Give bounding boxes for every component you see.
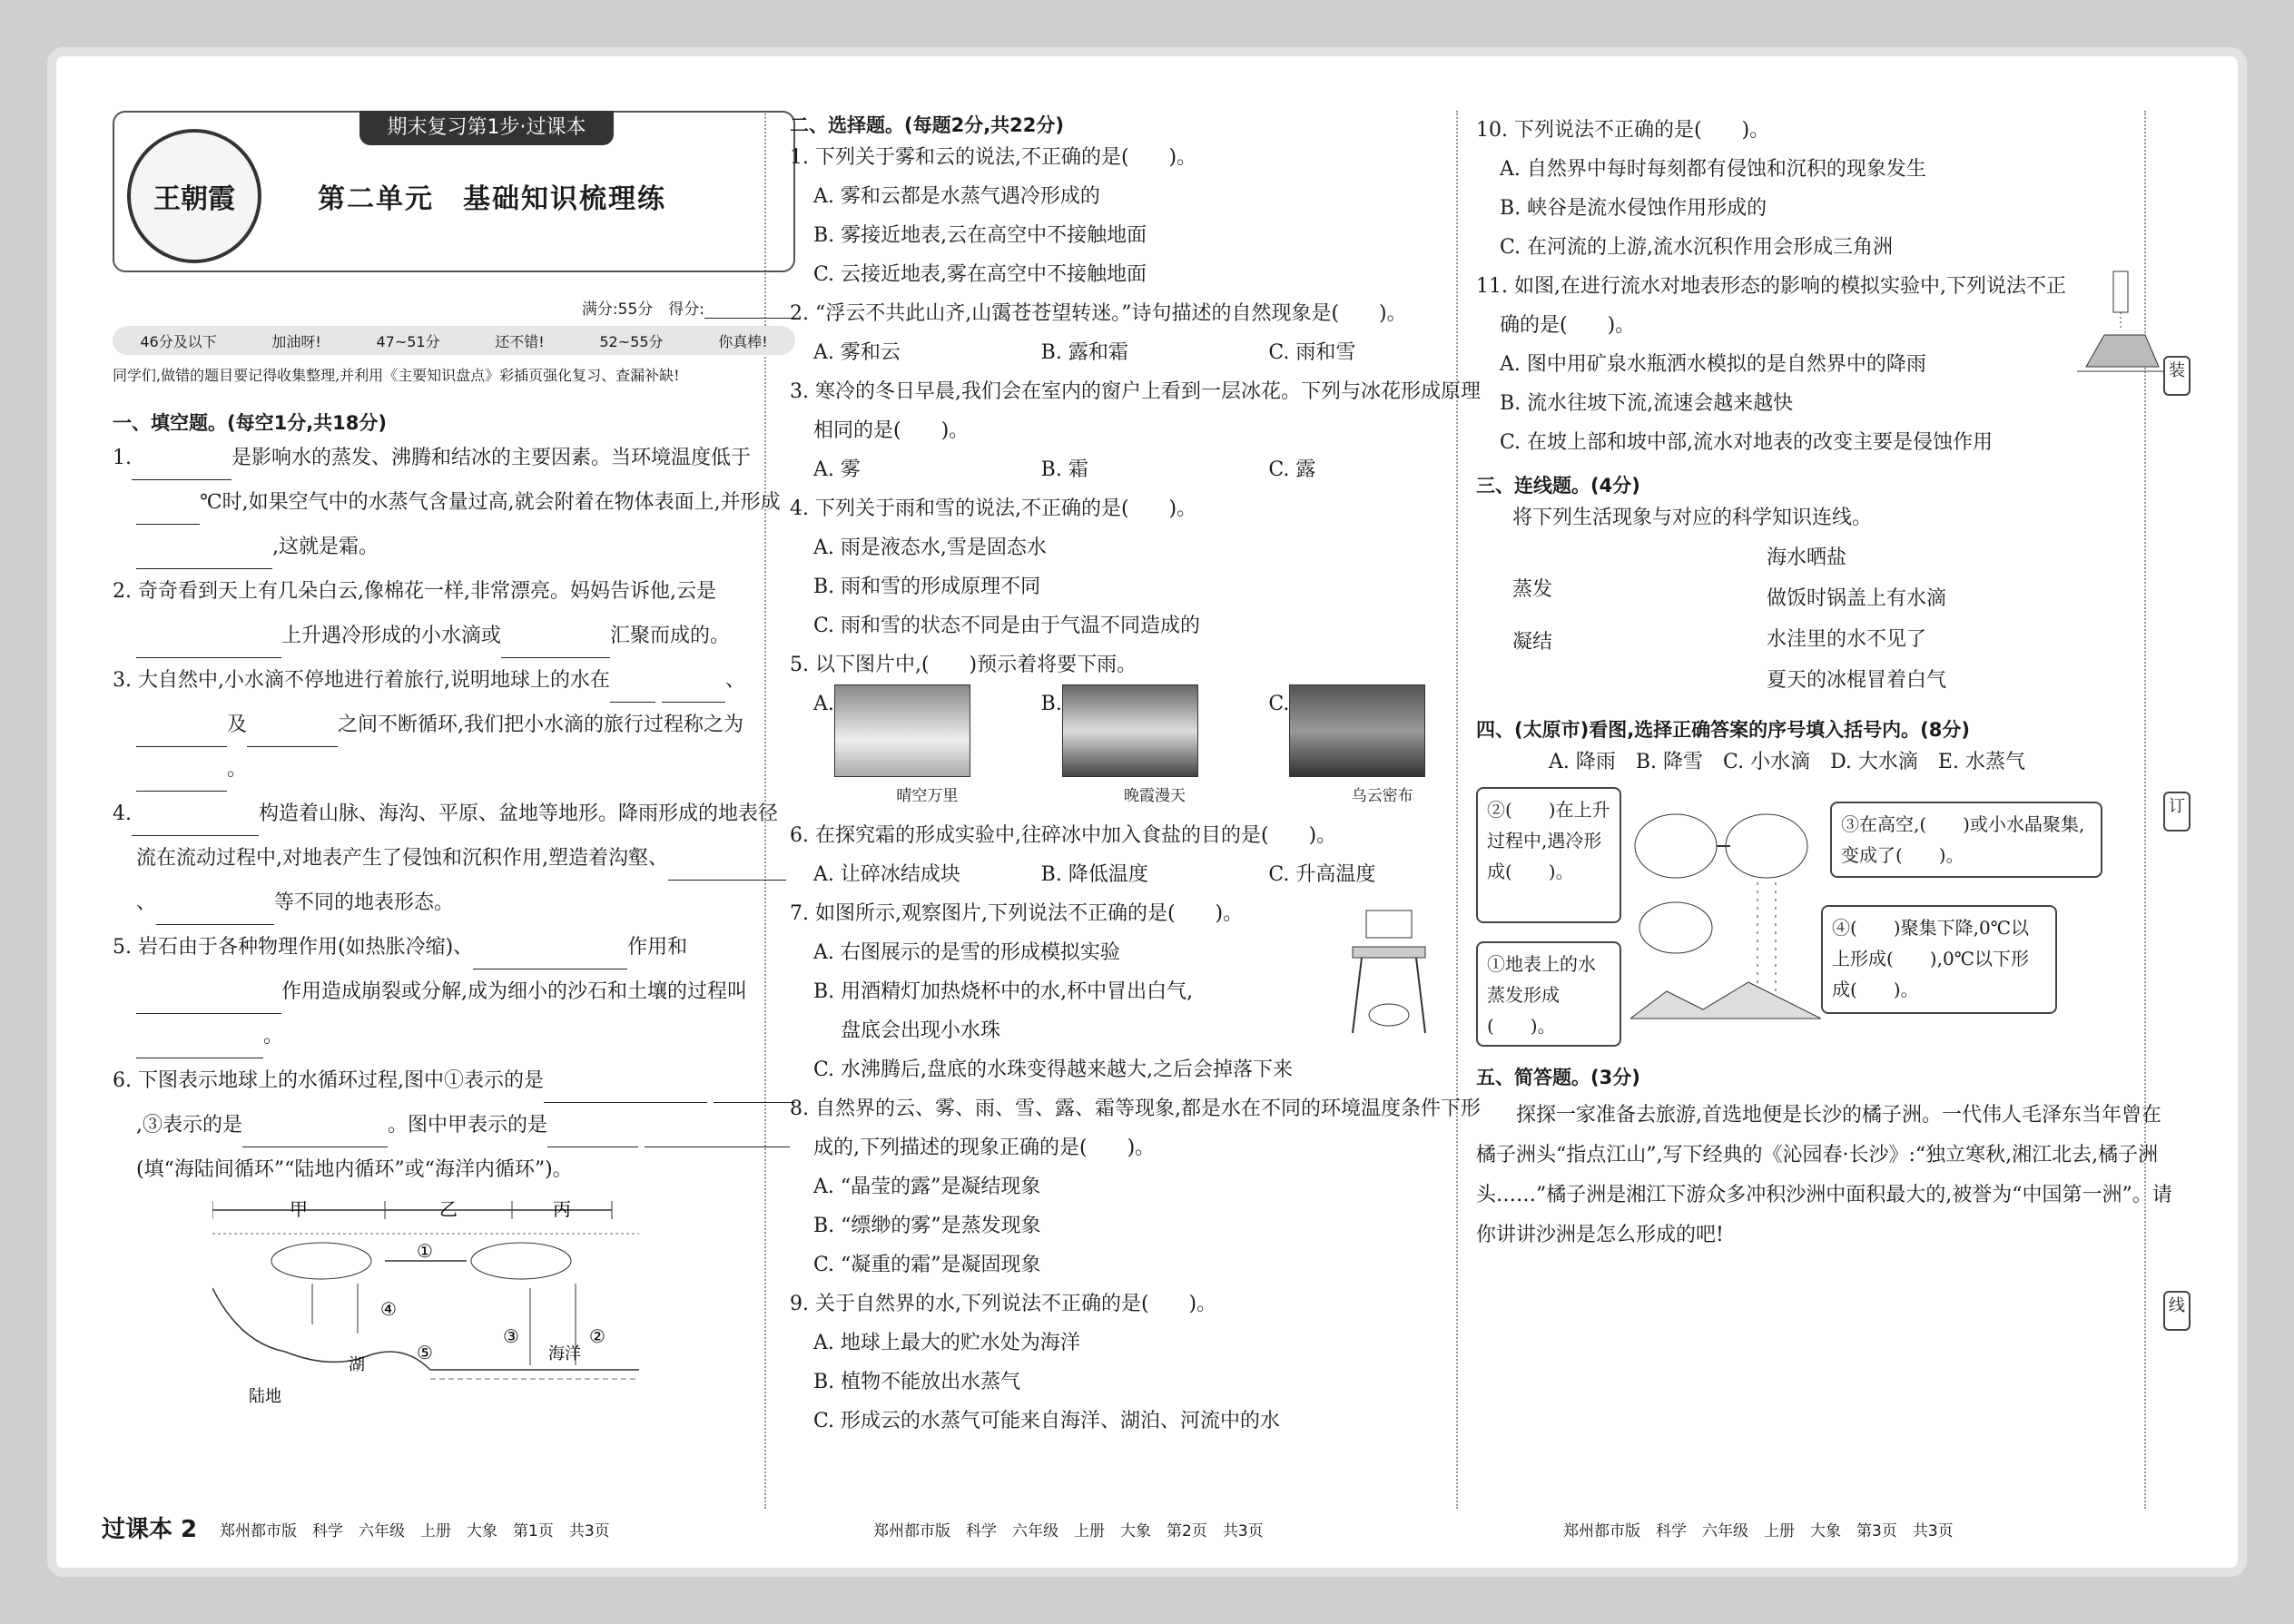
q11-block xyxy=(1476,267,2175,462)
option-letter: C. xyxy=(1268,693,1290,715)
choice-q9: 9. 关于自然界的水,下列说法不正确的是( )。 xyxy=(790,1293,1217,1315)
cloud-rain-figure xyxy=(1630,796,1821,1032)
match-right-item[interactable]: 水洼里的水不见了 xyxy=(1767,628,1927,651)
option[interactable]: B. “缥缈的雾”是蒸发现象 xyxy=(813,1215,1041,1237)
box-2[interactable]: ②( )在上升过程中,遇冷形成( )。 xyxy=(1476,787,1621,923)
level-1-msg: 加油呀! xyxy=(271,332,321,350)
fill-q6 xyxy=(113,1058,795,1192)
blank[interactable] xyxy=(610,678,655,703)
matching-area xyxy=(1476,537,2175,701)
level-3: 52~55分 xyxy=(599,332,664,350)
label-bing: 丙 xyxy=(553,1198,571,1220)
choice-q2: 2. “浮云不共此山齐,山霭苍苍望转迷。”诗句描述的自然现象是( )。 xyxy=(790,302,1407,325)
binding-mark: 订 xyxy=(2163,792,2191,832)
score-blank[interactable] xyxy=(704,294,795,319)
footer-series: 过课本 2 xyxy=(102,1516,198,1543)
cloud-right xyxy=(471,1243,571,1279)
choice-q10: 10. 下列说法不正确的是( )。 xyxy=(1476,119,1770,142)
option[interactable]: B. 降低温度 xyxy=(1040,863,1148,886)
option[interactable]: A. “晶莹的露”是凝结现象 xyxy=(813,1176,1041,1198)
fill-q5 xyxy=(113,925,795,1058)
q-text: 。 xyxy=(227,758,248,781)
option[interactable]: A. 右图展示的是雪的形成模拟实验 xyxy=(813,941,1120,964)
photo-caption: 晴空万里 xyxy=(896,787,959,805)
option-letter: A. xyxy=(813,693,834,715)
q-text: 上升遇冷形成的小水滴或 xyxy=(281,625,502,647)
fill-q3 xyxy=(113,658,795,792)
blank[interactable] xyxy=(714,1078,795,1103)
blank[interactable] xyxy=(473,945,627,969)
unit-title: 第二单元 基础知识梳理练 xyxy=(318,183,666,215)
q-num: 4. xyxy=(113,802,132,825)
q-text: ℃时,如果空气中的水蒸气含量过高,就会附着在物体表面上,并形成 xyxy=(200,491,781,514)
q-text: 、 xyxy=(724,669,745,692)
options-row xyxy=(790,333,1496,372)
option[interactable]: A. 雾 xyxy=(813,458,861,481)
q-text: 等不同的地表形态。 xyxy=(274,891,455,914)
erosion-model-figure xyxy=(2077,267,2168,385)
option[interactable]: A. 自然界中每时每刻都有侵蚀和沉积的现象发生 xyxy=(1500,158,1926,181)
q-text: ,这就是霜。 xyxy=(272,536,379,558)
level-3-msg: 你真棒! xyxy=(718,332,768,350)
match-right-item[interactable]: 夏天的冰棍冒着白气 xyxy=(1767,669,1947,692)
cloud-left xyxy=(271,1243,371,1279)
score-label: 满分:55分 得分: xyxy=(581,300,704,319)
photo-option-b[interactable] xyxy=(1041,684,1269,816)
label-ocean: 海洋 xyxy=(548,1344,581,1363)
option[interactable]: A. 图中用矿泉水瓶洒水模拟的是自然界中的降雨 xyxy=(1500,353,1926,376)
score-levels xyxy=(113,326,795,355)
score-line xyxy=(113,294,795,319)
choice-q1: 1. 下列关于雾和云的说法,不正确的是( )。 xyxy=(790,146,1197,169)
label-5: ⑤ xyxy=(417,1342,433,1363)
box-4[interactable]: ④( )聚集下降,0℃以上形成( ),0℃以下形成( )。 xyxy=(1821,905,2057,1014)
choice-q7: 7. 如图所示,观察图片,下列说法不正确的是( )。 xyxy=(790,902,1244,925)
answer-options: A. 降雨 B. 降雪 C. 小水滴 D. 大水滴 E. 水蒸气 xyxy=(1549,751,2025,773)
match-left-condense[interactable]: 凝结 xyxy=(1512,631,1553,654)
option[interactable]: C. 云接近地表,雾在高空中不接触地面 xyxy=(813,263,1147,286)
option[interactable]: C. 雨和雪的状态不同是由于气温不同造成的 xyxy=(813,615,1201,637)
photo-caption: 晚霞漫天 xyxy=(1124,787,1186,805)
level-2-msg: 还不错! xyxy=(495,332,545,350)
blank[interactable] xyxy=(136,634,281,658)
option[interactable]: C. 雨和雪 xyxy=(1268,341,1356,364)
q-text: 6. 下图表示地球上的水循环过程,图中①表示的是 xyxy=(113,1069,544,1092)
option[interactable]: B. 植物不能放出水蒸气 xyxy=(813,1371,1021,1393)
blank[interactable] xyxy=(136,989,281,1014)
blank[interactable] xyxy=(136,767,227,792)
option[interactable]: C. 在坡上部和坡中部,流水对地表的改变主要是侵蚀作用 xyxy=(1500,431,1994,454)
level-2: 47~51分 xyxy=(376,332,440,350)
match-left-evaporate[interactable]: 蒸发 xyxy=(1512,578,1553,601)
q-text: 2. 奇奇看到天上有几朵白云,像棉花一样,非常漂亮。妈妈告诉他,云是 xyxy=(113,580,716,603)
binding-mark: 线 xyxy=(2163,1291,2191,1331)
option-cont: 盘底会出现小水珠 xyxy=(841,1019,1001,1042)
option[interactable]: B. 用酒精灯加热烧杯中的水,杯中冒出白气, xyxy=(813,980,1194,1003)
sunset-photo xyxy=(1062,684,1198,777)
section-title: 二、选择题。(每题2分,共22分) xyxy=(790,114,1065,136)
q-num: 1. xyxy=(113,447,132,469)
option[interactable]: C. 在河流的上游,流水沉积作用会形成三角洲 xyxy=(1500,236,1894,259)
choice-q8: 8. 自然界的云、雾、雨、雪、露、霜等现象,都是水在不同的环境温度条件下形成的,下列描述的现象正确的是( )。 xyxy=(790,1097,1481,1159)
series-tag: 期末复习第1步·过课本 xyxy=(359,111,614,145)
match-right-item[interactable]: 做饭时锅盖上有水滴 xyxy=(1767,587,1947,610)
option[interactable]: C. 升高温度 xyxy=(1268,863,1376,886)
section-title: 四、(太原市)看图,选择正确答案的序号填入括号内。(8分) xyxy=(1476,719,1970,741)
clear-sky-photo xyxy=(834,684,970,777)
notice-text: 同学们,做错的题目要记得收集整理,并利用《主要知识盘点》彩插页强化复习、查漏补缺! xyxy=(113,367,680,384)
choice-q11: 11. 如图,在进行流水对地表形态的影响的模拟实验中,下列说法不正确的是( )。 xyxy=(1476,275,2066,337)
fill-q1 xyxy=(113,436,795,569)
q-text: 。 xyxy=(263,1025,284,1048)
blank[interactable] xyxy=(132,456,231,480)
section-title: 三、连线题。(4分) xyxy=(1476,475,1640,497)
blank[interactable] xyxy=(136,723,227,747)
short-answer-text: 探探一家准备去旅游,首选地便是长沙的橘子洲。一代伟人毛泽东当年曾在橘子洲头“指点江山”,写下经典的《沁园春·长沙》:“独立寒秋,湘江北去,橘子洲头……”橘子洲是湘江下游众多冲积沙洲中面积最大的,被誉为“中国第一洲”。请你讲讲沙洲是怎么形成的吧! xyxy=(1476,1104,2172,1246)
options-row xyxy=(790,450,1496,489)
option[interactable]: B. 雨和雪的形成原理不同 xyxy=(813,576,1041,598)
blank[interactable] xyxy=(136,545,272,569)
blank[interactable] xyxy=(247,723,338,747)
label-jia: 甲 xyxy=(290,1198,308,1220)
header-box xyxy=(113,111,795,272)
option[interactable]: B. 霜 xyxy=(1040,458,1088,481)
option[interactable]: B. 流水往坡下流,流速会越来越快 xyxy=(1500,392,1794,415)
section-title: 一、填空题。(每空1分,共18分) xyxy=(113,412,388,434)
photo-options xyxy=(790,684,1496,816)
option[interactable]: B. 雾接近地表,云在高空中不接触地面 xyxy=(813,224,1147,247)
brand-logo xyxy=(127,129,261,263)
blank[interactable] xyxy=(547,1123,638,1147)
blank[interactable] xyxy=(501,634,610,658)
label-yi: 乙 xyxy=(439,1198,458,1220)
middle-column xyxy=(790,111,1496,1441)
section-title: 五、简答题。(3分) xyxy=(1476,1067,1640,1088)
blank[interactable] xyxy=(136,1034,263,1058)
q-text: 及 xyxy=(227,714,248,736)
q-text: 作用造成崩裂或分解,成为细小的沙石和土壤的过程叫 xyxy=(281,980,747,1003)
option[interactable]: A. 地球上最大的贮水处为海洋 xyxy=(813,1332,1080,1354)
label-1: ① xyxy=(417,1240,433,1262)
q-text: 之间不断循环,我们把小水滴的旅行过程称之为 xyxy=(338,714,744,736)
q-text: 作用和 xyxy=(627,936,688,959)
blank[interactable] xyxy=(136,500,200,525)
blank[interactable] xyxy=(662,678,725,703)
footer-page1: 郑州都市版 科学 六年级 上册 大象 第1页 共3页 xyxy=(220,1522,610,1540)
blank[interactable] xyxy=(544,1078,707,1103)
box-1[interactable]: ①地表上的水蒸发形成( )。 xyxy=(1476,941,1621,1047)
option[interactable]: A. 雾和云 xyxy=(813,341,901,364)
option[interactable]: C. 水沸腾后,盘底的水珠变得越来越大,之后会掉落下来 xyxy=(813,1058,1294,1081)
right-column xyxy=(1476,111,2175,1255)
options-row xyxy=(790,855,1496,894)
q-text: ,③表示的是 xyxy=(136,1114,242,1137)
option[interactable]: C. “凝重的霜”是凝固现象 xyxy=(813,1254,1041,1276)
page-frame xyxy=(47,47,2247,1577)
q-text: 汇聚而成的。 xyxy=(610,625,731,647)
option[interactable]: A. 让碎冰结成块 xyxy=(813,863,960,886)
footer-page3: 郑州都市版 科学 六年级 上册 大象 第3页 共3页 xyxy=(1563,1522,1954,1540)
left-column xyxy=(113,111,795,1419)
option[interactable]: A. 雨是液态水,雪是固态水 xyxy=(813,536,1047,559)
option[interactable]: C. 形成云的水蒸气可能来自海洋、湖泊、河流中的水 xyxy=(813,1410,1281,1432)
blank[interactable] xyxy=(132,812,259,836)
q-text: (填“海陆间循环”“陆地内循环”或“海洋内循环”)。 xyxy=(136,1158,573,1181)
precipitation-diagram xyxy=(1476,787,2175,1050)
label-lake: 湖 xyxy=(349,1355,365,1374)
fill-q2 xyxy=(113,569,795,658)
binding-mark: 装 xyxy=(2163,356,2191,396)
choice-q6: 6. 在探究霜的形成实验中,往碎冰中加入食盐的目的是( )。 xyxy=(790,824,1337,847)
q-text: 。图中甲表示的是 xyxy=(388,1114,548,1137)
level-1: 46分及以下 xyxy=(140,332,217,350)
logo-text: 王朝霞 xyxy=(153,183,235,215)
q-text: 5. 岩石由于各种物理作用(如热胀冷缩)、 xyxy=(113,936,474,959)
choice-q3: 3. 寒冷的冬日早晨,我们会在室内的窗户上看到一层冰花。下列与冰花形成原理相同的是( )。 xyxy=(790,380,1481,442)
heating-apparatus-figure xyxy=(1334,901,1443,1038)
blank[interactable] xyxy=(242,1123,388,1147)
option-letter: B. xyxy=(1040,693,1062,715)
label-3: ③ xyxy=(503,1325,519,1347)
match-right-item[interactable]: 海水晒盐 xyxy=(1767,546,1847,569)
fill-q4 xyxy=(113,792,795,925)
option[interactable]: A. 雾和云都是水蒸气遇冷形成的 xyxy=(813,185,1100,208)
box-3[interactable]: ③在高空,( )或小水晶聚集,变成了( )。 xyxy=(1830,802,2102,878)
choice-q4: 4. 下列关于雨和雪的说法,不正确的是( )。 xyxy=(790,497,1197,520)
q-text: 是影响水的蒸发、沸腾和结冰的主要因素。当环境温度低于 xyxy=(231,447,752,469)
option[interactable]: C. 露 xyxy=(1268,458,1316,481)
q-text: 构造着山脉、海沟、平原、盆地等地形。降雨形成的地表径流在流动过程中,对地表产生了侵蚀和沉积作用,塑造着沟壑、 xyxy=(136,802,779,870)
q-text: 、 xyxy=(136,891,157,914)
footer-page2: 郑州都市版 科学 六年级 上册 大象 第2页 共3页 xyxy=(873,1522,1264,1540)
photo-caption: 乌云密布 xyxy=(1351,787,1413,805)
label-2: ② xyxy=(589,1325,605,1347)
blank[interactable] xyxy=(156,901,274,925)
q-text: 3. 大自然中,小水滴不停地进行着旅行,说明地球上的水在 xyxy=(113,669,610,692)
water-cycle-figure xyxy=(212,1197,684,1415)
blank[interactable] xyxy=(668,856,786,881)
photo-option-a[interactable] xyxy=(813,684,1041,816)
label-land: 陆地 xyxy=(249,1387,281,1406)
label-4: ④ xyxy=(380,1298,397,1320)
option[interactable]: B. 峡谷是流水侵蚀作用形成的 xyxy=(1500,197,1767,220)
dark-clouds-photo xyxy=(1289,684,1425,777)
photo-option-c[interactable] xyxy=(1268,684,1496,816)
matching-intro: 将下列生活现象与对应的科学知识连线。 xyxy=(1512,507,1873,529)
q7-block xyxy=(790,894,1496,1089)
blank[interactable] xyxy=(645,1123,790,1147)
choice-q5: 5. 以下图片中,( )预示着将要下雨。 xyxy=(790,654,1137,676)
option[interactable]: B. 露和霜 xyxy=(1040,341,1128,364)
match-right-list xyxy=(1767,537,1946,701)
